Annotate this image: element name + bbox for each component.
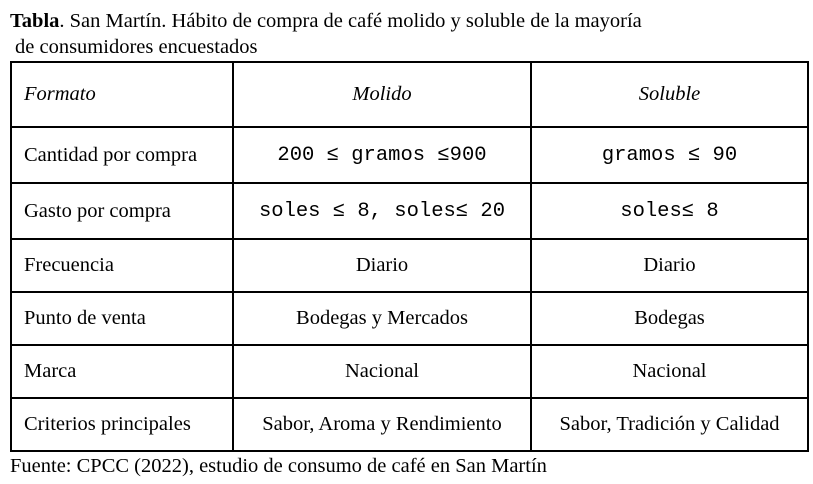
table-caption bbox=[10, 8, 800, 60]
table-row bbox=[11, 292, 808, 345]
table-row bbox=[11, 345, 808, 398]
table-row bbox=[11, 183, 808, 239]
row-label: Gasto por compra bbox=[11, 183, 233, 239]
table-row bbox=[11, 127, 808, 183]
cell-soluble: Sabor, Tradición y Calidad bbox=[531, 398, 808, 451]
coffee-habits-table bbox=[10, 61, 809, 452]
table-row bbox=[11, 398, 808, 451]
cell-molido: soles ≤ 8, soles≤ 20 bbox=[233, 183, 531, 239]
cell-molido: 200 ≤ gramos ≤900 bbox=[233, 127, 531, 183]
source-note: Fuente: CPCC (2022), estudio de consumo de café en San Martín bbox=[10, 455, 547, 477]
table-header-row bbox=[11, 62, 808, 127]
cell-molido: Nacional bbox=[233, 345, 531, 398]
cell-molido: Diario bbox=[233, 239, 531, 292]
row-label: Cantidad por compra bbox=[11, 127, 233, 183]
cell-soluble: Diario bbox=[531, 239, 808, 292]
caption-title-line2: de consumidores encuestados bbox=[15, 36, 258, 58]
cell-soluble: gramos ≤ 90 bbox=[531, 127, 808, 183]
caption-title-line1: . San Martín. Hábito de compra de café molido y soluble de la mayoría bbox=[59, 10, 642, 32]
cell-molido: Bodegas y Mercados bbox=[233, 292, 531, 345]
cell-soluble: soles≤ 8 bbox=[531, 183, 808, 239]
header-molido: Molido bbox=[233, 62, 531, 127]
cell-soluble: Nacional bbox=[531, 345, 808, 398]
row-label: Frecuencia bbox=[11, 239, 233, 292]
header-soluble: Soluble bbox=[531, 62, 808, 127]
cell-molido: Sabor, Aroma y Rendimiento bbox=[233, 398, 531, 451]
cell-soluble: Bodegas bbox=[531, 292, 808, 345]
row-label: Punto de venta bbox=[11, 292, 233, 345]
row-label: Criterios principales bbox=[11, 398, 233, 451]
caption-label: Tabla bbox=[10, 10, 60, 32]
row-label: Marca bbox=[11, 345, 233, 398]
table-row bbox=[11, 239, 808, 292]
header-formato: Formato bbox=[11, 62, 233, 127]
